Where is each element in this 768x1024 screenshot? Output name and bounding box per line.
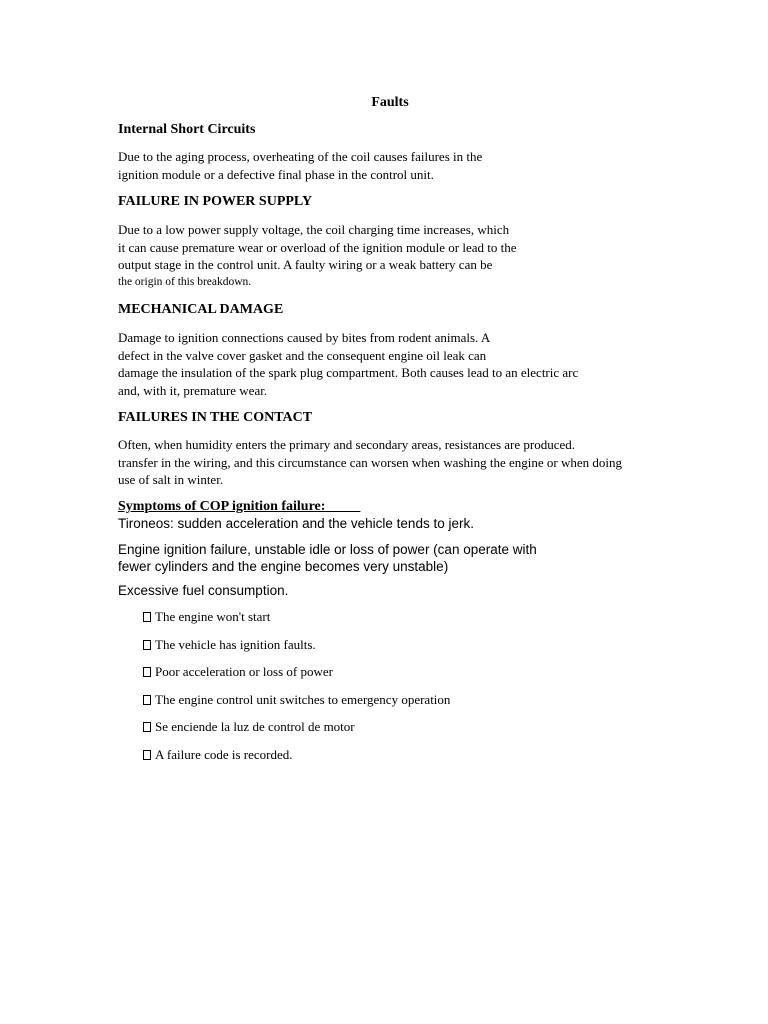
section-paragraph-failure-in-power-supply bbox=[118, 221, 517, 291]
symptom-paragraph bbox=[118, 582, 288, 599]
section-heading-internal-short-circuits: Internal Short Circuits bbox=[118, 122, 256, 137]
paragraph-line: the origin of this breakdown. bbox=[118, 275, 252, 288]
symptoms-heading-text: Symptoms of COP ignition failure: bbox=[118, 499, 326, 514]
paragraph-line: output stage in the control unit. A faulty wiring or a weak battery can be bbox=[118, 257, 493, 272]
paragraph-line: Due to the aging process, overheating of the coil causes failures in the bbox=[118, 149, 483, 164]
section-paragraph-mechanical-damage bbox=[118, 329, 578, 399]
bullet-icon bbox=[143, 750, 151, 760]
section-heading-mechanical-damage: MECHANICAL DAMAGE bbox=[118, 302, 284, 317]
paragraph-line: Due to a low power supply voltage, the coil charging time increases, which bbox=[118, 222, 510, 237]
bullet-icon bbox=[143, 667, 151, 677]
section-paragraph-internal-short-circuits bbox=[118, 148, 482, 183]
paragraph-line: damage the insulation of the spark plug compartment. Both causes lead to an electric arc bbox=[118, 365, 579, 380]
list-item-text: Poor acceleration or loss of power bbox=[155, 664, 333, 679]
list-item-text: A failure code is recorded. bbox=[155, 746, 293, 762]
paragraph-line: defect in the valve cover gasket and the consequent engine oil leak can bbox=[118, 347, 487, 363]
list-item-text: Se enciende la luz de control de motor bbox=[155, 719, 355, 734]
section-heading-failure-in-power-supply: FAILURE IN POWER SUPPLY bbox=[118, 194, 313, 209]
paragraph-line: it can cause premature wear or overload of the ignition module or lead to the bbox=[118, 239, 517, 255]
list-item bbox=[143, 663, 450, 691]
symptom-paragraph bbox=[118, 541, 537, 575]
list-item-text: The engine won't start bbox=[155, 609, 271, 624]
list-item-text: The vehicle has ignition faults. bbox=[155, 636, 316, 652]
paragraph-line: Often, when humidity enters the primary and secondary areas, resistances are produced. bbox=[118, 437, 575, 452]
list-item-text: The engine control unit switches to emergency operation bbox=[155, 691, 451, 707]
paragraph-line: and, with it, premature wear. bbox=[118, 382, 268, 398]
paragraph-line: fewer cylinders and the engine becomes very unstable) bbox=[118, 559, 449, 574]
bullet-icon bbox=[143, 640, 151, 650]
paragraph-line: Excessive fuel consumption. bbox=[118, 583, 289, 598]
list-item bbox=[143, 746, 450, 774]
paragraph-line: use of salt in winter. bbox=[118, 472, 224, 487]
paragraph-line: Tironeos: sudden acceleration and the vehicle tends to jerk. bbox=[118, 516, 474, 531]
symptoms-heading bbox=[118, 498, 360, 516]
list-item bbox=[143, 608, 450, 636]
paragraph-line: transfer in the wiring, and this circumstance can worsen when washing the engine or when doing bbox=[118, 454, 622, 470]
paragraph-line: Damage to ignition connections caused by bites from rodent animals. A bbox=[118, 330, 491, 345]
symptoms-bullet-list bbox=[143, 608, 450, 773]
document-title: Faults bbox=[371, 95, 409, 110]
bullet-icon bbox=[143, 695, 151, 705]
list-item bbox=[143, 691, 450, 719]
list-item bbox=[143, 636, 450, 664]
symptom-paragraph bbox=[118, 515, 474, 532]
section-heading-failures-in-the-contact: FAILURES IN THE CONTACT bbox=[118, 410, 313, 425]
paragraph-line: ignition module or a defective final phase in the control unit. bbox=[118, 166, 434, 182]
bullet-icon bbox=[143, 722, 151, 732]
paragraph-line: Engine ignition failure, unstable idle or loss of power (can operate with bbox=[118, 542, 537, 557]
section-paragraph-failures-in-the-contact bbox=[118, 436, 622, 489]
list-item bbox=[143, 718, 450, 746]
bullet-icon bbox=[143, 612, 151, 622]
